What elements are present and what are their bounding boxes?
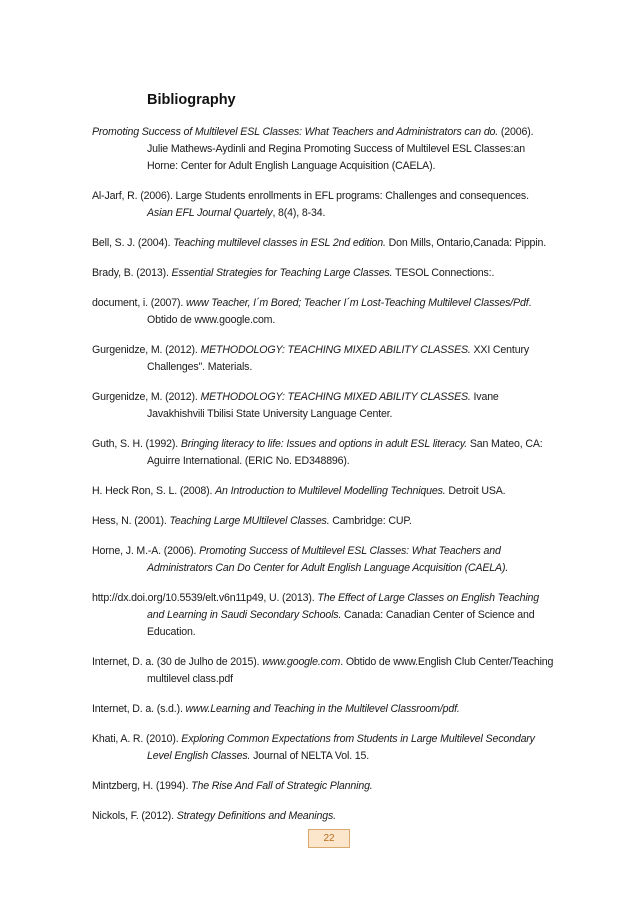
reference-text: Journal of NELTA Vol. 15.: [250, 750, 370, 762]
reference-title: METHODOLOGY: TEACHING MIXED ABILITY CLASSES.: [200, 344, 471, 356]
reference-entry: [92, 295, 554, 329]
reference-title: www.google.com: [262, 656, 341, 668]
reference-text: Bell, S. J. (2004).: [92, 237, 174, 249]
reference-title: The Rise And Fall of Strategic Planning.: [191, 780, 373, 792]
reference-entry: [92, 483, 554, 500]
reference-text: Horne, J. M.-A. (2006).: [92, 545, 200, 557]
reference-text: . Obtido de www.google.com.: [147, 297, 532, 326]
reference-title: Teaching multilevel classes in ESL 2nd edition.: [173, 237, 386, 249]
reference-title: An Introduction to Multilevel Modelling Techniques.: [215, 485, 446, 497]
reference-entry: [92, 778, 554, 795]
reference-title: Promoting Success of Multilevel ESL Classes: What Teachers and Administrators can do.: [92, 126, 499, 138]
reference-text: Gurgenidze, M. (2012).: [92, 344, 201, 356]
reference-text: San Mateo, CA: Aguirre International. (ERIC No. ED348896).: [147, 438, 543, 467]
reference-title: Exploring Common Expectations from Students in Large Multilevel Secondary Level English Classes.: [147, 733, 535, 762]
reference-entry: [92, 436, 554, 470]
reference-entry: [92, 389, 554, 423]
reference-title: Teaching Large MUltilevel Classes.: [169, 515, 330, 527]
reference-entry: [92, 342, 554, 376]
reference-text: document, i. (2007).: [92, 297, 187, 309]
reference-text: Nickols, F. (2012).: [92, 810, 177, 822]
reference-text: Hess, N. (2001).: [92, 515, 170, 527]
reference-title: Bringing literacy to life: Issues and options in adult ESL literacy.: [180, 438, 468, 450]
reference-text: , 8(4), 8-34.: [272, 207, 326, 219]
reference-text: Internet, D. a. (s.d.).: [92, 703, 186, 715]
reference-text: http://dx.doi.org/10.5539/elt.v6n11p49, U. (2013).: [92, 592, 318, 604]
reference-text: (2006). Julie Mathews-Aydinli and Regina Promoting Success of Multilevel ESL Classes:an Horne: Center for Adult English Language Acquisition (CAELA).: [147, 126, 534, 172]
reference-entry: [92, 124, 554, 175]
reference-text: Khati, A. R. (2010).: [92, 733, 182, 745]
reference-entry: [92, 235, 554, 252]
reference-text: Brady, B. (2013).: [92, 267, 172, 279]
reference-entry: [92, 590, 554, 641]
reference-title: Asian EFL Journal Quartely: [147, 207, 273, 219]
reference-entry: [92, 808, 554, 825]
reference-title: METHODOLOGY: TEACHING MIXED ABILITY CLASSES.: [200, 391, 471, 403]
reference-text: H. Heck Ron, S. L. (2008).: [92, 485, 216, 497]
reference-text: Guth, S. H. (1992).: [92, 438, 181, 450]
bibliography-heading: Bibliography: [147, 92, 236, 108]
page-number: 22: [308, 829, 350, 848]
reference-entry: [92, 265, 554, 282]
reference-title: The Effect of Large Classes on English Teaching and Learning in Saudi Secondary Schools.: [147, 592, 540, 621]
reference-text: Internet, D. a. (30 de Julho de 2015).: [92, 656, 263, 668]
reference-text: Canada: Canadian Center of Science and Education.: [147, 609, 535, 638]
reference-entry: [92, 188, 554, 222]
reference-text: Mintzberg, H. (1994).: [92, 780, 192, 792]
reference-text: Al-Jarf, R. (2006). Large Students enrollments in EFL programs: Challenges and consequences.: [92, 190, 529, 202]
reference-list: [92, 124, 554, 838]
reference-title: Promoting Success of Multilevel ESL Classes: What Teachers and Administrators Can Do Center for Adult English Language Acquisition (CAELA).: [147, 545, 509, 574]
reference-text: Don Mills, Ontario,Canada: Pippin.: [385, 237, 547, 249]
reference-text: Gurgenidze, M. (2012).: [92, 391, 201, 403]
reference-title: www Teacher, I´m Bored; Teacher I´m Lost-Teaching Multilevel Classes/Pdf: [186, 297, 529, 309]
reference-title: www.Learning and Teaching in the Multilevel Classroom/pdf.: [185, 703, 460, 715]
reference-entry: [92, 513, 554, 530]
reference-text: XXI Century Challenges". Materials.: [147, 344, 529, 373]
reference-entry: [92, 654, 554, 688]
reference-title: Essential Strategies for Teaching Large Classes.: [171, 267, 393, 279]
reference-text: Ivane Javakhishvili Tbilisi State University Language Center.: [147, 391, 499, 420]
reference-text: . Obtido de www.English Club Center/Teaching multilevel class.pdf: [147, 656, 554, 685]
reference-text: TESOL Connections:.: [392, 267, 495, 279]
reference-text: Detroit USA.: [445, 485, 506, 497]
reference-entry: [92, 701, 554, 718]
reference-title: Strategy Definitions and Meanings.: [176, 810, 336, 822]
reference-entry: [92, 543, 554, 577]
reference-entry: [92, 731, 554, 765]
reference-text: Cambridge: CUP.: [329, 515, 412, 527]
